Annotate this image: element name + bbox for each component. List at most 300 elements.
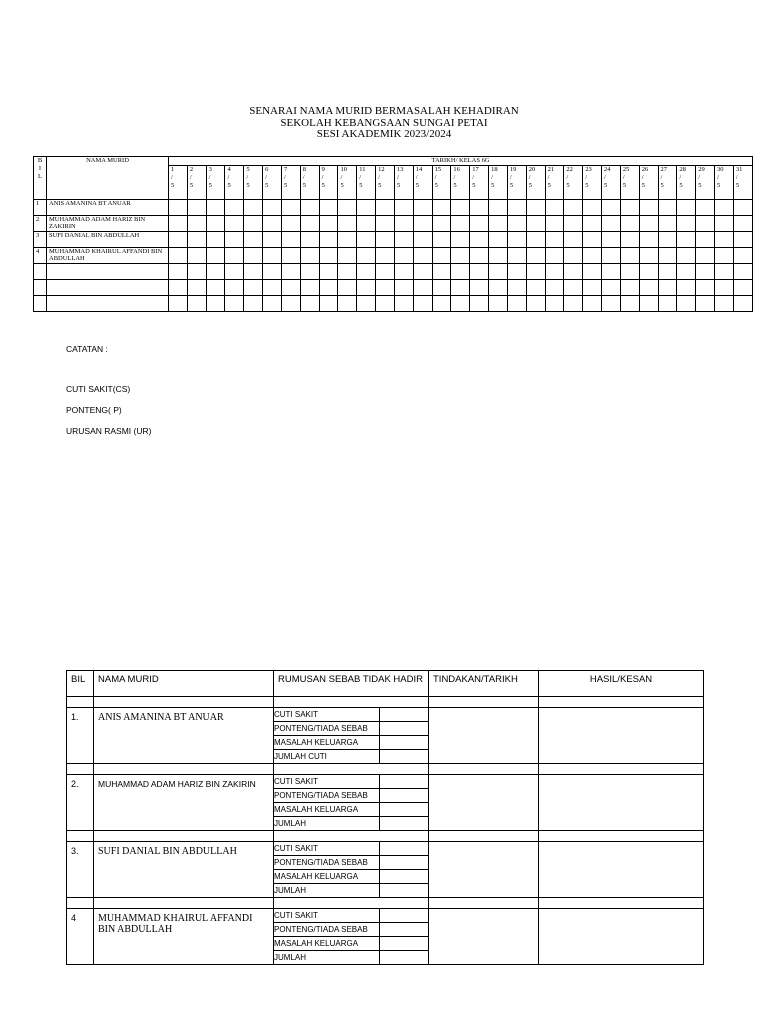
day-header: 8 / 5 (300, 166, 319, 200)
attendance-cell (696, 264, 715, 280)
reason-label: MASALAH KELUARGA (274, 870, 379, 884)
result-cell (539, 775, 704, 831)
day-header: 4 / 5 (225, 166, 244, 200)
attendance-cell (206, 200, 225, 216)
attendance-cell (225, 232, 244, 248)
attendance-cell (733, 280, 752, 296)
attendance-cell (413, 296, 432, 312)
attendance-cell (639, 232, 658, 248)
row-bil (34, 264, 47, 280)
attendance-cell (281, 232, 300, 248)
title-line-1: SENARAI NAMA MURID BERMASALAH KEHADIRAN (249, 105, 519, 117)
attendance-cell (715, 264, 734, 280)
result-cell (539, 842, 704, 898)
day-header: 17 / 5 (470, 166, 489, 200)
attendance-cell (639, 296, 658, 312)
attendance-cell (187, 248, 206, 264)
attendance-cell (357, 200, 376, 216)
attendance-cell (470, 248, 489, 264)
attendance-cell (639, 248, 658, 264)
summary-student-name: ANIS AMANINA BT ANUAR (94, 708, 274, 764)
attendance-cell (169, 264, 188, 280)
attendance-cell (169, 216, 188, 232)
reason-label: JUMLAH (274, 951, 379, 965)
attendance-cell (187, 200, 206, 216)
attendance-cell (225, 248, 244, 264)
attendance-cell (413, 248, 432, 264)
row-bil (34, 296, 47, 312)
attendance-cell (658, 232, 677, 248)
bil-header (34, 157, 47, 200)
reason-label: PONTENG/TIADA SEBAB (274, 722, 379, 736)
attendance-cell (715, 216, 734, 232)
attendance-cell (169, 200, 188, 216)
reason-value (379, 870, 428, 884)
reason-value (379, 775, 428, 789)
attendance-cell (206, 280, 225, 296)
attendance-cell (583, 248, 602, 264)
attendance-cell (263, 200, 282, 216)
reason-value (379, 708, 428, 722)
attendance-cell (263, 232, 282, 248)
attendance-cell (489, 232, 508, 248)
reason-value (379, 817, 428, 831)
attendance-cell (413, 216, 432, 232)
attendance-cell (394, 280, 413, 296)
attendance-cell (677, 280, 696, 296)
reason-cell (274, 909, 429, 965)
notes-title: CATATAN : (66, 344, 108, 354)
attendance-cell (677, 216, 696, 232)
day-header: 14 / 5 (413, 166, 432, 200)
attendance-cell (338, 296, 357, 312)
attendance-cell (394, 296, 413, 312)
attendance-cell (620, 248, 639, 264)
reason-label: PONTENG/TIADA SEBAB (274, 789, 379, 803)
attendance-cell (244, 264, 263, 280)
attendance-cell (658, 280, 677, 296)
attendance-cell (451, 248, 470, 264)
attendance-cell (300, 232, 319, 248)
day-header: 22 / 5 (564, 166, 583, 200)
attendance-cell (489, 280, 508, 296)
attendance-cell (564, 216, 583, 232)
attendance-cell (545, 264, 564, 280)
attendance-cell (696, 232, 715, 248)
summary-result-header: HASIL/KESAN (539, 671, 704, 697)
legend-urusan-rasmi: URUSAN RASMI (UR) (66, 426, 152, 436)
summary-student-name: MUHAMMAD ADAM HARIZ BIN ZAKIRIN (94, 775, 274, 831)
attendance-cell (658, 264, 677, 280)
attendance-cell (357, 248, 376, 264)
attendance-cell (583, 216, 602, 232)
summary-reason-header: RUMUSAN SEBAB TIDAK HADIR (274, 671, 429, 697)
attendance-cell (376, 296, 395, 312)
day-header: 7 / 5 (281, 166, 300, 200)
attendance-cell (187, 264, 206, 280)
attendance-cell (583, 264, 602, 280)
attendance-cell (545, 200, 564, 216)
attendance-cell (300, 280, 319, 296)
attendance-cell (169, 232, 188, 248)
day-header: 1 / 5 (169, 166, 188, 200)
attendance-cell (545, 248, 564, 264)
day-header: 13 / 5 (394, 166, 413, 200)
attendance-cell (394, 248, 413, 264)
row-name: MUHAMMAD KHAIRUL AFFANDI BIN ABDULLAH (47, 248, 169, 264)
attendance-cell (602, 280, 621, 296)
attendance-cell (507, 280, 526, 296)
attendance-cell (225, 280, 244, 296)
result-cell (539, 909, 704, 965)
attendance-cell (451, 216, 470, 232)
attendance-cell (169, 280, 188, 296)
attendance-cell (564, 200, 583, 216)
attendance-cell (545, 216, 564, 232)
attendance-cell (357, 264, 376, 280)
attendance-cell (733, 248, 752, 264)
reason-label: CUTI SAKIT (274, 708, 379, 722)
day-header: 6 / 5 (263, 166, 282, 200)
attendance-cell (244, 200, 263, 216)
day-header: 30 / 5 (715, 166, 734, 200)
attendance-cell (696, 296, 715, 312)
row-name (47, 264, 169, 280)
attendance-cell (620, 296, 639, 312)
attendance-cell (376, 264, 395, 280)
reason-label: JUMLAH (274, 817, 379, 831)
attendance-cell (281, 200, 300, 216)
attendance-cell (526, 248, 545, 264)
attendance-cell (338, 264, 357, 280)
attendance-cell (602, 248, 621, 264)
attendance-cell (602, 296, 621, 312)
attendance-cell (470, 216, 489, 232)
attendance-cell (489, 200, 508, 216)
title-line-3: SESI AKADEMIK 2023/2024 (316, 128, 452, 140)
attendance-cell (281, 216, 300, 232)
summary-bil-header: BIL (67, 671, 94, 697)
row-bil: 2 (34, 216, 47, 232)
reason-label: CUTI SAKIT (274, 775, 379, 789)
attendance-cell (413, 280, 432, 296)
attendance-cell (564, 248, 583, 264)
attendance-cell (451, 264, 470, 280)
attendance-cell (357, 232, 376, 248)
attendance-cell (658, 296, 677, 312)
reason-value (379, 803, 428, 817)
attendance-cell (733, 264, 752, 280)
attendance-cell (526, 232, 545, 248)
attendance-row (34, 200, 753, 216)
summary-name-header: NAMA MURID (94, 671, 274, 697)
attendance-cell (206, 248, 225, 264)
reason-label: JUMLAH (274, 884, 379, 898)
reason-label: MASALAH KELUARGA (274, 736, 379, 750)
day-header: 27 / 5 (658, 166, 677, 200)
attendance-cell (376, 232, 395, 248)
attendance-cell (432, 200, 451, 216)
attendance-cell (639, 280, 658, 296)
reason-value (379, 923, 428, 937)
day-header: 25 / 5 (620, 166, 639, 200)
action-cell (429, 708, 539, 764)
attendance-cell (376, 216, 395, 232)
day-header: 10 / 5 (338, 166, 357, 200)
attendance-cell (225, 296, 244, 312)
action-cell (429, 909, 539, 965)
reason-label: PONTENG/TIADA SEBAB (274, 856, 379, 870)
attendance-cell (187, 216, 206, 232)
reason-value (379, 722, 428, 736)
row-name: MUHAMMAD ADAM HARIZ BIN ZAKIRIN (47, 216, 169, 232)
row-bil: 3 (34, 232, 47, 248)
attendance-cell (564, 280, 583, 296)
document-title (0, 106, 768, 141)
attendance-cell (187, 280, 206, 296)
attendance-cell (432, 264, 451, 280)
attendance-cell (338, 280, 357, 296)
attendance-cell (715, 248, 734, 264)
attendance-cell (244, 216, 263, 232)
attendance-cell (489, 216, 508, 232)
attendance-cell (319, 280, 338, 296)
attendance-cell (169, 248, 188, 264)
day-header: 2 / 5 (187, 166, 206, 200)
attendance-cell (526, 216, 545, 232)
attendance-cell (639, 264, 658, 280)
attendance-cell (432, 232, 451, 248)
reason-value (379, 842, 428, 856)
summary-bil: 1. (67, 708, 94, 764)
day-header: 11 / 5 (357, 166, 376, 200)
attendance-cell (545, 280, 564, 296)
attendance-cell (206, 264, 225, 280)
reason-value (379, 937, 428, 951)
reason-label: MASALAH KELUARGA (274, 937, 379, 951)
attendance-cell (526, 296, 545, 312)
attendance-cell (602, 232, 621, 248)
attendance-cell (451, 280, 470, 296)
attendance-cell (620, 264, 639, 280)
day-header: 3 / 5 (206, 166, 225, 200)
attendance-cell (526, 280, 545, 296)
summary-action-header: TINDAKAN/TARIKH (429, 671, 539, 697)
attendance-cell (583, 200, 602, 216)
reason-cell (274, 842, 429, 898)
legend-cuti-sakit: CUTI SAKIT(CS) (66, 384, 131, 394)
action-cell (429, 775, 539, 831)
attendance-cell (583, 296, 602, 312)
attendance-cell (620, 200, 639, 216)
attendance-cell (169, 296, 188, 312)
bil-letter: B (37, 157, 43, 164)
attendance-cell (338, 200, 357, 216)
attendance-cell (281, 248, 300, 264)
attendance-cell (507, 232, 526, 248)
attendance-cell (620, 280, 639, 296)
attendance-cell (357, 216, 376, 232)
attendance-cell (338, 232, 357, 248)
day-header: 18 / 5 (489, 166, 508, 200)
attendance-cell (281, 280, 300, 296)
attendance-row (34, 280, 753, 296)
attendance-cell (432, 280, 451, 296)
attendance-cell (564, 264, 583, 280)
reason-value (379, 736, 428, 750)
attendance-cell (319, 264, 338, 280)
attendance-cell (639, 216, 658, 232)
attendance-cell (507, 296, 526, 312)
attendance-cell (526, 264, 545, 280)
attendance-cell (244, 280, 263, 296)
attendance-row (34, 232, 753, 248)
attendance-cell (281, 264, 300, 280)
attendance-cell (244, 248, 263, 264)
attendance-cell (489, 248, 508, 264)
summary-bil: 3. (67, 842, 94, 898)
attendance-cell (413, 232, 432, 248)
attendance-cell (281, 296, 300, 312)
attendance-cell (263, 280, 282, 296)
attendance-cell (526, 200, 545, 216)
attendance-cell (639, 200, 658, 216)
summary-row (67, 775, 704, 831)
attendance-cell (733, 296, 752, 312)
legend-ponteng: PONTENG( P) (66, 405, 122, 415)
row-bil: 1 (34, 200, 47, 216)
attendance-cell (376, 280, 395, 296)
attendance-cell (507, 248, 526, 264)
bil-letter: L (38, 173, 42, 180)
attendance-cell (733, 216, 752, 232)
attendance-cell (715, 296, 734, 312)
attendance-cell (432, 248, 451, 264)
action-cell (429, 842, 539, 898)
attendance-cell (263, 296, 282, 312)
attendance-cell (507, 264, 526, 280)
summary-student-name: MUHAMMAD KHAIRUL AFFANDI BIN ABDULLAH (94, 909, 274, 965)
attendance-cell (187, 232, 206, 248)
attendance-cell (602, 264, 621, 280)
attendance-cell (583, 280, 602, 296)
attendance-cell (470, 232, 489, 248)
attendance-cell (413, 264, 432, 280)
attendance-cell (394, 216, 413, 232)
row-name: SUFI DANIAL BIN ABDULLAH (47, 232, 169, 248)
reason-value (379, 884, 428, 898)
attendance-cell (696, 280, 715, 296)
row-name (47, 296, 169, 312)
name-header: NAMA MURID (47, 157, 169, 200)
reason-cell (274, 775, 429, 831)
attendance-cell (394, 200, 413, 216)
summary-table (66, 670, 704, 965)
row-bil (34, 280, 47, 296)
attendance-cell (583, 232, 602, 248)
attendance-cell (394, 264, 413, 280)
attendance-cell (244, 296, 263, 312)
attendance-cell (300, 296, 319, 312)
attendance-cell (733, 200, 752, 216)
attendance-cell (338, 248, 357, 264)
attendance-cell (451, 232, 470, 248)
attendance-row (34, 216, 753, 232)
day-header: 28 / 5 (677, 166, 696, 200)
result-cell (539, 708, 704, 764)
attendance-cell (263, 248, 282, 264)
attendance-cell (319, 296, 338, 312)
reason-label: PONTENG/TIADA SEBAB (274, 923, 379, 937)
attendance-cell (300, 248, 319, 264)
attendance-cell (206, 296, 225, 312)
summary-row (67, 842, 704, 898)
attendance-cell (225, 264, 244, 280)
attendance-cell (507, 200, 526, 216)
attendance-cell (620, 232, 639, 248)
reason-value (379, 951, 428, 965)
attendance-cell (451, 200, 470, 216)
attendance-cell (263, 216, 282, 232)
day-header: 12 / 5 (376, 166, 395, 200)
summary-student-name: SUFI DANIAL BIN ABDULLAH (94, 842, 274, 898)
attendance-cell (187, 296, 206, 312)
attendance-cell (357, 280, 376, 296)
attendance-cell (225, 216, 244, 232)
attendance-cell (451, 296, 470, 312)
attendance-cell (263, 264, 282, 280)
day-header: 16 / 5 (451, 166, 470, 200)
reason-label: CUTI SAKIT (274, 842, 379, 856)
attendance-cell (319, 248, 338, 264)
day-header: 29 / 5 (696, 166, 715, 200)
attendance-cell (696, 200, 715, 216)
row-name (47, 280, 169, 296)
day-header: 20 / 5 (526, 166, 545, 200)
reason-cell (274, 708, 429, 764)
attendance-cell (319, 232, 338, 248)
summary-row (67, 909, 704, 965)
attendance-cell (319, 216, 338, 232)
attendance-cell (300, 216, 319, 232)
title-line-2: SEKOLAH KEBANGSAAN SUNGAI PETAI (280, 116, 488, 129)
attendance-cell (715, 200, 734, 216)
reason-value (379, 789, 428, 803)
attendance-cell (300, 264, 319, 280)
attendance-table (33, 156, 753, 312)
bil-letter: I (38, 165, 42, 172)
day-header: 19 / 5 (507, 166, 526, 200)
summary-row (67, 708, 704, 764)
day-header: 24 / 5 (602, 166, 621, 200)
attendance-cell (545, 232, 564, 248)
attendance-row (34, 248, 753, 264)
attendance-cell (658, 248, 677, 264)
attendance-cell (677, 296, 696, 312)
day-header: 26 / 5 (639, 166, 658, 200)
attendance-cell (715, 232, 734, 248)
day-header: 21 / 5 (545, 166, 564, 200)
attendance-cell (677, 200, 696, 216)
summary-bil: 2. (67, 775, 94, 831)
attendance-cell (376, 248, 395, 264)
attendance-cell (507, 216, 526, 232)
attendance-cell (658, 216, 677, 232)
attendance-cell (357, 296, 376, 312)
attendance-cell (564, 232, 583, 248)
attendance-cell (319, 200, 338, 216)
attendance-cell (715, 280, 734, 296)
